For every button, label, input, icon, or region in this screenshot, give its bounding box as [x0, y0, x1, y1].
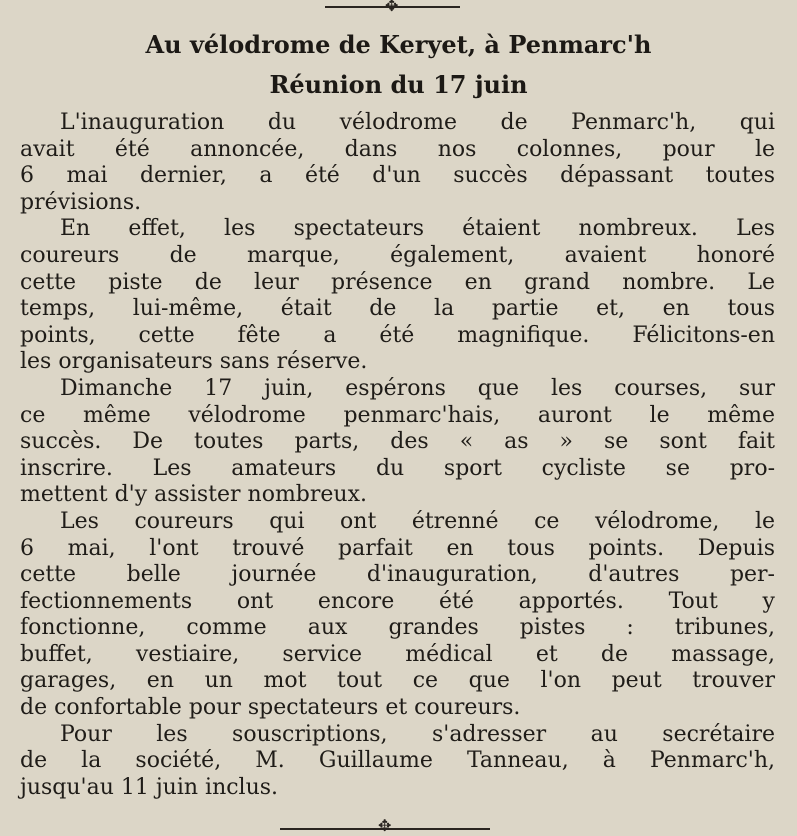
- body-line: de la société, M. Guillaume Tanneau, à Penmarc'h,: [20, 748, 775, 774]
- body-line: prévisions.: [20, 189, 142, 215]
- body-line: les organisateurs sans réserve.: [20, 349, 368, 375]
- body-line: points, cette fête a été magnifique. Félicitons-en: [20, 322, 775, 348]
- body-line: ce même vélodrome penmarc'hais, auront le même: [20, 402, 775, 428]
- body-line: succès. De toutes parts, des « as » se sont fait: [20, 429, 775, 455]
- bottom-fleuron-ornament: ✥: [378, 816, 392, 835]
- article-title: Au vélodrome de Keryet, à Penmarc'h: [145, 30, 652, 59]
- body-line: jusqu'au 11 juin inclus.: [20, 774, 279, 800]
- body-line: avait été annoncée, dans nos colonnes, pour le: [20, 136, 775, 162]
- body-line: 6 mai, l'ont trouvé parfait en tous points. Depuis: [20, 535, 775, 561]
- body-line: garages, en un mot tout ce que l'on peut trouver: [20, 668, 775, 694]
- body-line: buffet, vestiaire, service médical et de massage,: [20, 641, 775, 667]
- body-line: mettent d'y assister nombreux.: [20, 482, 367, 508]
- body-line: fectionnements ont encore été apportés. Tout y: [20, 588, 775, 614]
- body-line: Les coureurs qui ont étrenné ce vélodrome, le: [60, 508, 775, 534]
- top-fleuron-ornament: ✥: [385, 0, 399, 15]
- body-line: fonctionne, comme aux grandes pistes : tribunes,: [20, 615, 775, 641]
- body-line: inscrire. Les amateurs du sport cycliste se pro-: [20, 455, 775, 481]
- body-line: cette piste de leur présence en grand nombre. Le: [20, 269, 775, 295]
- body-line: Dimanche 17 juin, espérons que les courses, sur: [60, 375, 775, 401]
- article-body: [20, 110, 775, 801]
- body-line: temps, lui-même, était de la partie et, en tous: [20, 296, 775, 322]
- body-line: de confortable pour spectateurs et coureurs.: [20, 695, 521, 721]
- body-line: En effet, les spectateurs étaient nombreux. Les: [60, 216, 775, 242]
- body-line: coureurs de marque, également, avaient honoré: [20, 242, 775, 268]
- body-line: cette belle journée d'inauguration, d'autres per-: [20, 562, 775, 588]
- body-line: L'inauguration du vélodrome de Penmarc'h, qui: [60, 110, 775, 135]
- body-line: Pour les souscriptions, s'adresser au secrétaire: [60, 721, 775, 747]
- article-subtitle: Réunion du 17 juin: [269, 70, 528, 99]
- body-line: 6 mai dernier, a été d'un succès dépassant toutes: [20, 163, 775, 189]
